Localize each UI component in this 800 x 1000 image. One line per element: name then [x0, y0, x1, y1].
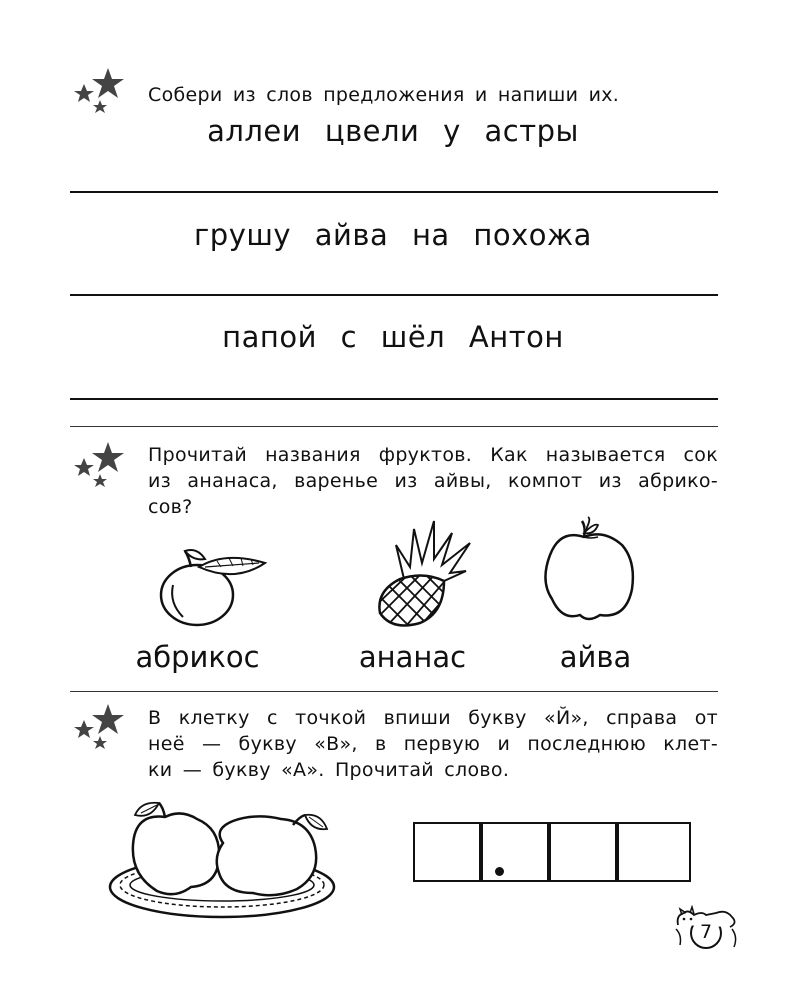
task3-instruction-line-3: ки — букву «А». Прочитай слово. — [148, 759, 510, 781]
writing-line-1 — [70, 191, 718, 193]
stars-icon — [70, 440, 126, 492]
letter-cell-2[interactable] — [481, 822, 549, 882]
page-number: 7 — [699, 921, 713, 943]
task2-instruction-line-3: сов? — [148, 496, 193, 518]
letter-cell-4[interactable] — [617, 822, 691, 882]
task2-instruction-line-2: из ананаса, варенье из айвы, компот из абрико- — [148, 470, 718, 492]
task2-instruction-line-1: Прочитай названия фруктов. Как называется сок — [148, 444, 718, 466]
section-divider-1 — [70, 426, 718, 427]
task3-instruction-line-1: В клетку с точкой впиши букву «Й», справа от — [148, 707, 718, 729]
fruit-label-pineapple: ананас — [358, 640, 467, 674]
apricot-illustration — [155, 545, 270, 630]
quinces-on-plate-illustration — [105, 795, 340, 925]
letter-cell-1[interactable] — [413, 822, 481, 882]
fruit-label-apricot: абрикос — [135, 640, 260, 674]
writing-line-2 — [70, 294, 718, 296]
stars-icon — [70, 702, 126, 754]
quince-illustration — [540, 515, 640, 627]
sentence-3: папой с шёл Антон — [222, 320, 564, 354]
dot-marker — [495, 867, 504, 876]
task1-instruction: Собери из слов предложения и напиши их. — [148, 84, 620, 106]
section-divider-2 — [70, 691, 718, 692]
sentence-2: грушу айва на похожа — [194, 218, 592, 252]
pineapple-illustration — [370, 517, 480, 629]
letter-cell-3[interactable] — [549, 822, 617, 882]
sentence-1: аллеи цвели у астры — [207, 114, 579, 148]
stars-icon — [70, 66, 126, 118]
writing-line-3 — [70, 398, 718, 400]
fruit-label-quince: айва — [559, 640, 632, 674]
task3-instruction-line-2: неё — букву «В», в первую и последнюю клет- — [148, 733, 718, 755]
